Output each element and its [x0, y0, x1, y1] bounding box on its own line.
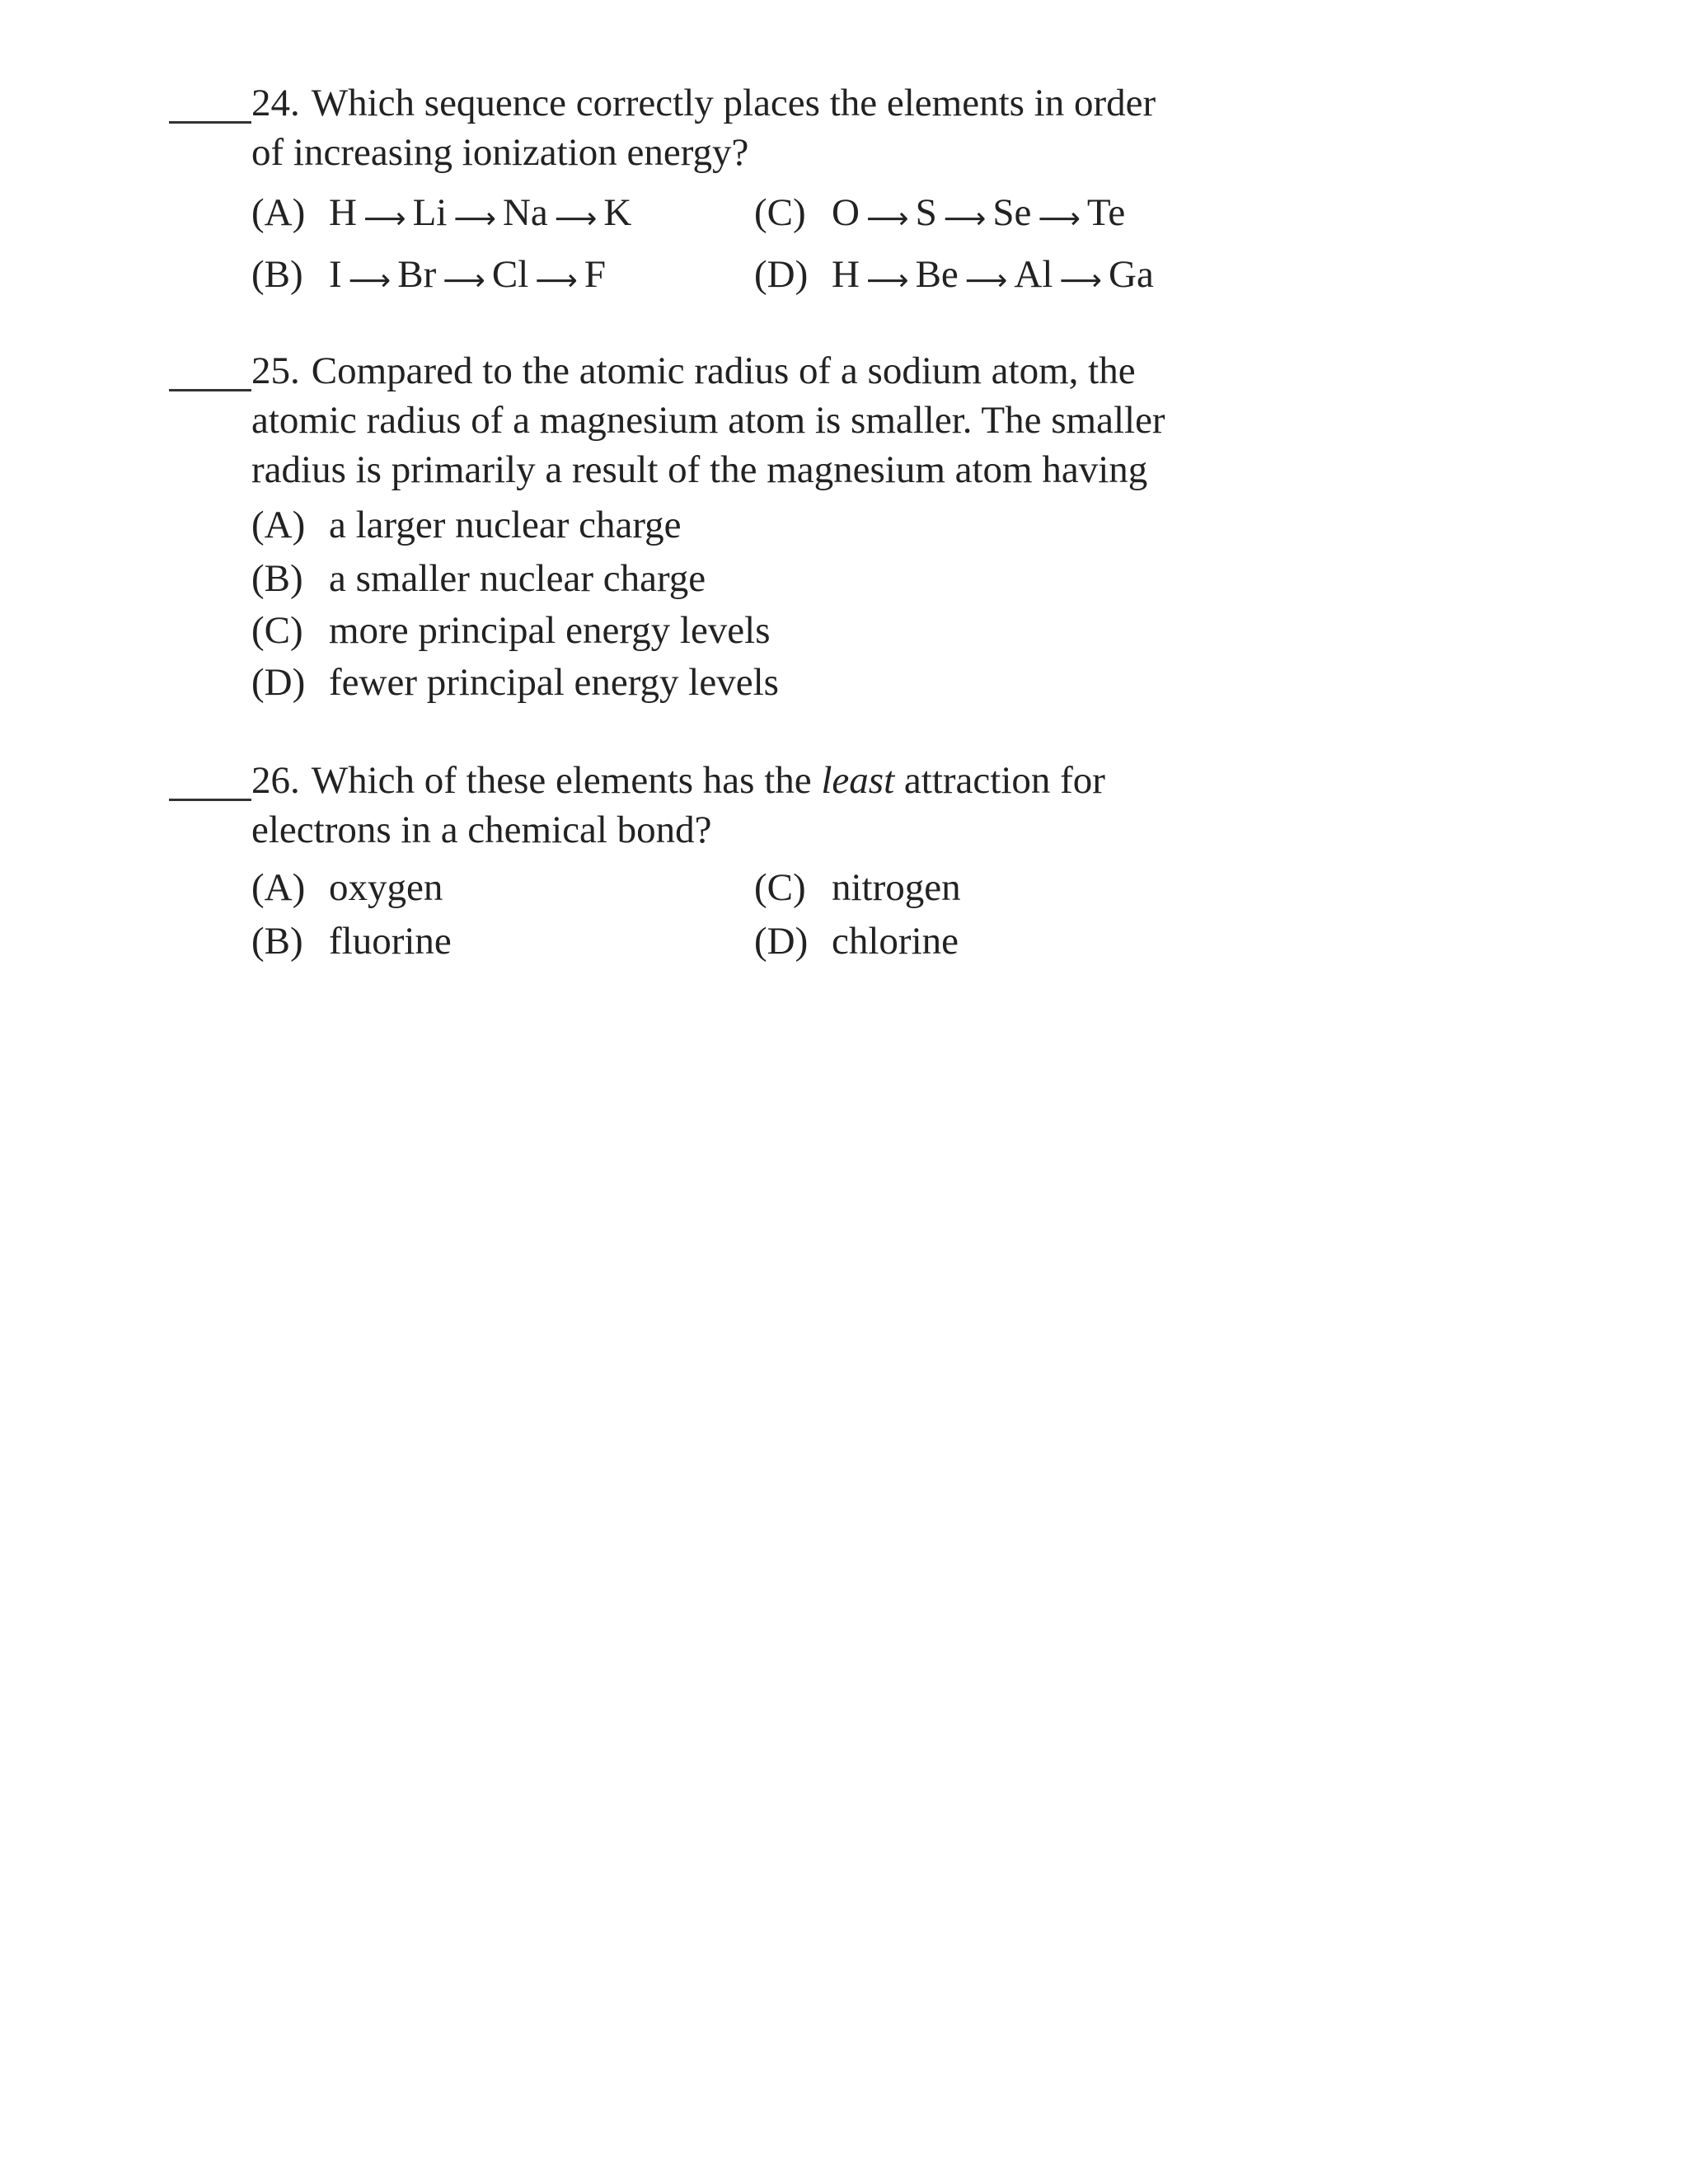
right-arrow-icon: ⟶ [964, 264, 1008, 298]
right-arrow-icon: ⟶ [554, 202, 598, 236]
stem-line: Compared to the atomic radius of a sodium atom, the [311, 349, 1136, 392]
right-arrow-icon: ⟶ [453, 202, 496, 236]
question-25 [169, 346, 1265, 709]
element-symbol: H [832, 253, 860, 296]
option-text: a smaller nuclear charge [329, 557, 706, 600]
option-text: a larger nuclear charge [329, 504, 682, 546]
element-symbol: Na [502, 191, 548, 234]
question-24-stem [251, 78, 1265, 177]
question-25-stem [251, 346, 1265, 494]
option-text: chlorine [832, 920, 959, 963]
element-symbol: Se [992, 191, 1032, 234]
element-symbol: Be [915, 253, 959, 296]
option-letter: (D) [754, 920, 809, 963]
option-letter: (C) [251, 609, 303, 652]
option-text: fluorine [329, 920, 452, 963]
stem-line: atomic radius of a magnesium atom is smaller. The smaller [251, 399, 1165, 442]
answer-blank-24[interactable] [169, 121, 251, 124]
right-arrow-icon: ⟶ [443, 264, 485, 298]
element-symbol: F [584, 253, 607, 296]
option-24-a[interactable] [251, 188, 631, 241]
option-25-c[interactable] [251, 606, 771, 655]
question-26-stem [251, 756, 1265, 855]
stem-line: of increasing ionization energy? [251, 131, 749, 174]
answer-blank-26[interactable] [169, 799, 251, 801]
stem-text: Which of these elements has the [311, 759, 822, 802]
right-arrow-icon: ⟶ [535, 264, 578, 298]
option-letter: (A) [251, 866, 306, 909]
right-arrow-icon: ⟶ [865, 264, 909, 298]
element-symbol: Cl [491, 253, 529, 296]
option-text: nitrogen [832, 866, 961, 909]
question-24 [169, 78, 1265, 309]
element-symbol: S [915, 191, 937, 234]
option-letter: (B) [251, 920, 303, 963]
right-arrow-icon: ⟶ [348, 264, 392, 298]
stem-line: Which sequence correctly places the elements in order [311, 82, 1156, 124]
element-symbol: I [329, 253, 342, 296]
element-symbol: H [329, 191, 357, 234]
option-letter: (C) [754, 866, 806, 909]
question-number: 26. [251, 759, 300, 802]
option-letter: (A) [251, 191, 306, 234]
option-24-b[interactable] [251, 250, 606, 302]
element-symbol: Te [1086, 191, 1126, 234]
answer-blank-25[interactable] [169, 389, 251, 391]
question-26 [169, 756, 1265, 987]
option-text: oxygen [329, 866, 443, 909]
element-symbol: Ga [1109, 253, 1154, 296]
option-letter: (B) [251, 253, 303, 296]
element-symbol: Br [397, 253, 437, 296]
question-number: 25. [251, 349, 300, 392]
option-letter: (A) [251, 504, 306, 546]
right-arrow-icon: ⟶ [865, 202, 909, 236]
right-arrow-icon: ⟶ [943, 202, 987, 236]
option-24-d[interactable] [754, 250, 1154, 302]
option-25-a[interactable] [251, 500, 682, 550]
stem-line: radius is primarily a result of the magnesium atom having [251, 448, 1148, 491]
option-26-b[interactable] [251, 916, 452, 966]
stem-text: attraction for [894, 759, 1105, 802]
option-26-c[interactable] [754, 863, 961, 912]
option-25-d[interactable] [251, 658, 779, 707]
question-number: 24. [251, 82, 300, 124]
option-letter: (D) [251, 661, 306, 704]
element-symbol: Li [412, 191, 448, 234]
option-letter: (B) [251, 557, 303, 600]
option-26-a[interactable] [251, 863, 443, 912]
stem-emphasis: least [821, 759, 895, 802]
option-25-b[interactable] [251, 554, 706, 603]
option-text: fewer principal energy levels [329, 661, 779, 704]
stem-line: electrons in a chemical bond? [251, 808, 712, 851]
element-symbol: K [603, 191, 632, 234]
right-arrow-icon: ⟶ [1059, 264, 1102, 298]
option-24-c[interactable] [754, 188, 1125, 241]
element-symbol: Al [1014, 253, 1053, 296]
option-letter: (D) [754, 253, 809, 296]
option-letter: (C) [754, 191, 806, 234]
option-26-d[interactable] [754, 916, 959, 966]
element-symbol: O [832, 191, 860, 234]
right-arrow-icon: ⟶ [1038, 202, 1081, 236]
option-text: more principal energy levels [329, 609, 771, 652]
right-arrow-icon: ⟶ [363, 202, 406, 236]
